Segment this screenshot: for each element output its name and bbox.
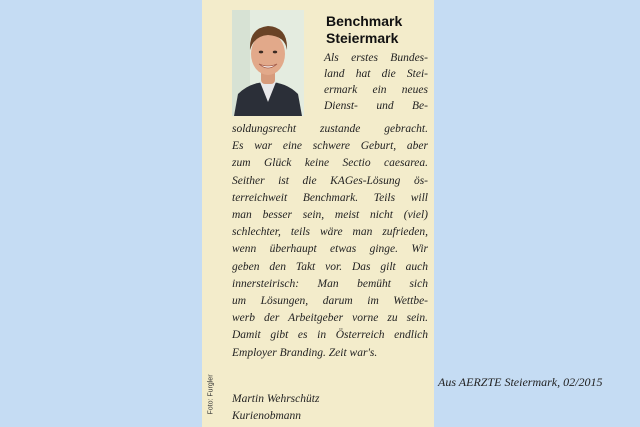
- text-line: ermark ein neues: [324, 84, 428, 96]
- author-signature: [232, 391, 319, 425]
- text-line: man besser sein, meist nicht (viel): [232, 209, 428, 222]
- newspaper-clipping: [202, 0, 434, 427]
- text-line: land hat die Stei-: [324, 68, 428, 80]
- text-line: werb der Arbeitgeber vorne zu sein.: [232, 312, 428, 325]
- article-intro: [324, 50, 428, 114]
- article-body: [232, 121, 428, 362]
- text-line: Dienst- und Be-: [324, 100, 428, 112]
- text-line: Als erstes Bundes-: [324, 52, 428, 64]
- text-line: schlechter, teils wäre man zufrieden,: [232, 226, 428, 239]
- article-headline: [326, 13, 402, 47]
- text-line: wenn überhaupt etwas ginge. Wir: [232, 243, 428, 256]
- text-line: um Lösungen, darum im Wettbe-: [232, 295, 428, 308]
- text-line: Seither ist die KAGes-Lösung ös-: [232, 174, 428, 187]
- photo-credit-text: Foto: Furgler: [207, 374, 215, 415]
- portrait-image: [232, 10, 304, 116]
- photo-credit: [206, 372, 216, 418]
- source-caption: Aus AERZTE Steiermark, 02/2015: [438, 375, 603, 389]
- text-line: terreichweit Benchmark. Teils will: [232, 191, 428, 204]
- author-name: Martin Wehrschütz: [232, 393, 320, 405]
- author-role: Kurienobmann: [232, 410, 301, 422]
- text-line: Employer Branding. Zeit war's.: [232, 346, 378, 359]
- author-photo: [232, 10, 304, 116]
- text-line: geben den Takt vor. Das gilt auch: [232, 260, 428, 273]
- text-line: innersteirisch: Man bemüht sich: [232, 277, 428, 290]
- text-line: Damit gibt es in Österreich endlich: [232, 329, 428, 342]
- text-line: soldungsrecht zustande gebracht.: [232, 123, 428, 135]
- text-line: zum Glück keine Sectio caesarea.: [232, 157, 428, 170]
- headline-line: Steiermark: [326, 30, 399, 46]
- text-line: Es war eine schwere Geburt, aber: [232, 140, 428, 153]
- headline-line: Benchmark: [326, 13, 403, 29]
